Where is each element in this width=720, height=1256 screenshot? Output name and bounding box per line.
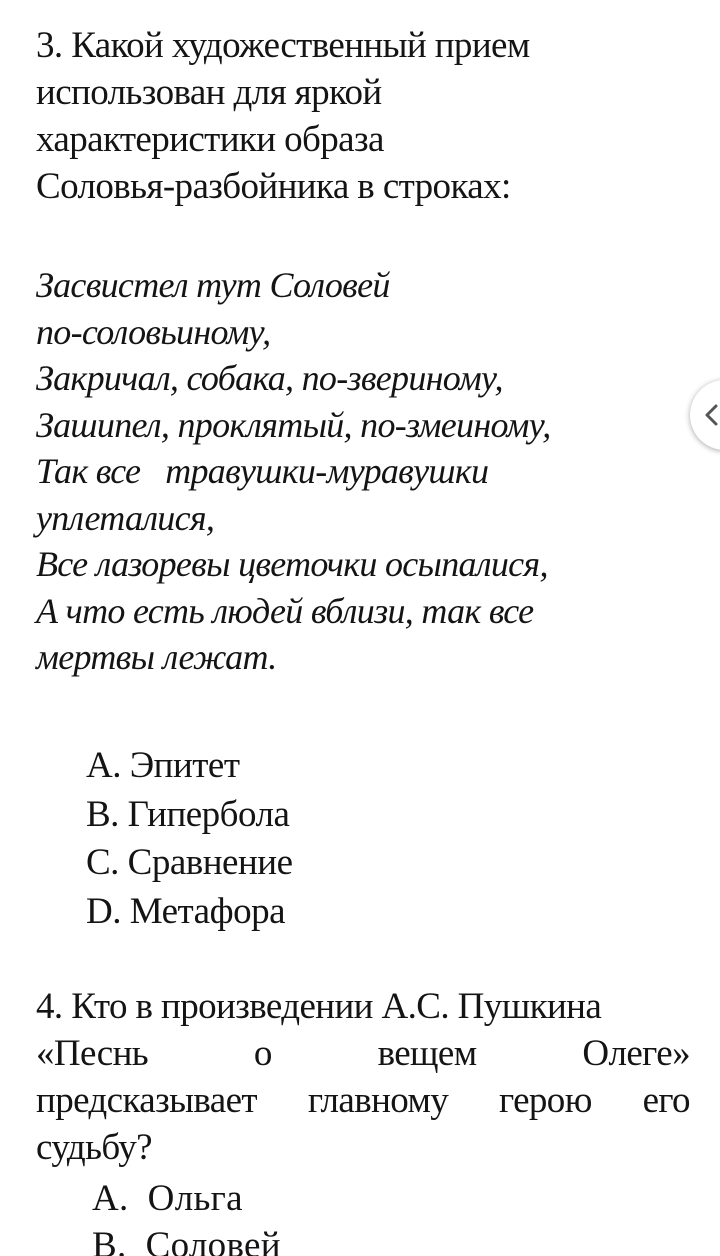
question-3-options [86,742,293,936]
question-4-line [36,1030,690,1077]
poem-line: А что есть людей вблизи, так все [36,590,534,631]
answer-option-b: B. Гипербола [86,793,290,835]
answer-option-b: B. Соловей [92,1225,281,1256]
question-4-options [92,1175,281,1256]
poem-line: Все лазоревы цветочки осыпалися, [36,544,548,584]
answer-option-d: D. Метафора [86,890,285,932]
question-4-word: герою [499,1080,592,1121]
question-4-line [36,1077,690,1124]
question-4-line: 4. Кто в произведении А.С. Пушкина [36,986,602,1027]
poem-quote [36,262,551,681]
question-3-line: использован для яркой [36,72,382,113]
poem-line: мертвы лежат. [36,637,277,677]
poem-line: Засвистел тут Соловей [36,265,390,305]
question-4-word: главному [307,1080,449,1121]
answer-option-a: A. Эпитет [86,745,240,786]
poem-line: Закричал, собака, по-звериному, [36,358,503,398]
chevron-left-icon [702,403,720,427]
question-4-word: «Песнь [36,1033,149,1074]
answer-option-a: A. Ольга [92,1178,243,1219]
poem-line: Зашипел, проклятый, по-змеиному, [36,404,551,445]
question-3-line: 3. Какой художественный прием [36,25,530,66]
question-4-word: о [253,1033,272,1074]
question-4-line: судьбу? [36,1127,152,1168]
poem-line: по-соловьиному, [36,311,271,352]
question-4-word: его [642,1080,690,1121]
question-4-word: предсказывает [36,1080,257,1121]
scroll-handle-button[interactable] [690,380,720,450]
poem-line: уплеталися, [36,497,215,538]
poem-line: Так все травушки-муравушки [36,451,489,491]
question-4-word: Олеге» [582,1033,690,1074]
question-4-word: вещем [377,1033,477,1074]
question-3-text [36,22,676,210]
question-3-line: Соловья-разбойника в строках: [36,166,511,207]
question-3-line: характеристики образа [36,119,384,160]
answer-option-c: C. Сравнение [86,842,293,883]
question-4-text [36,983,690,1171]
